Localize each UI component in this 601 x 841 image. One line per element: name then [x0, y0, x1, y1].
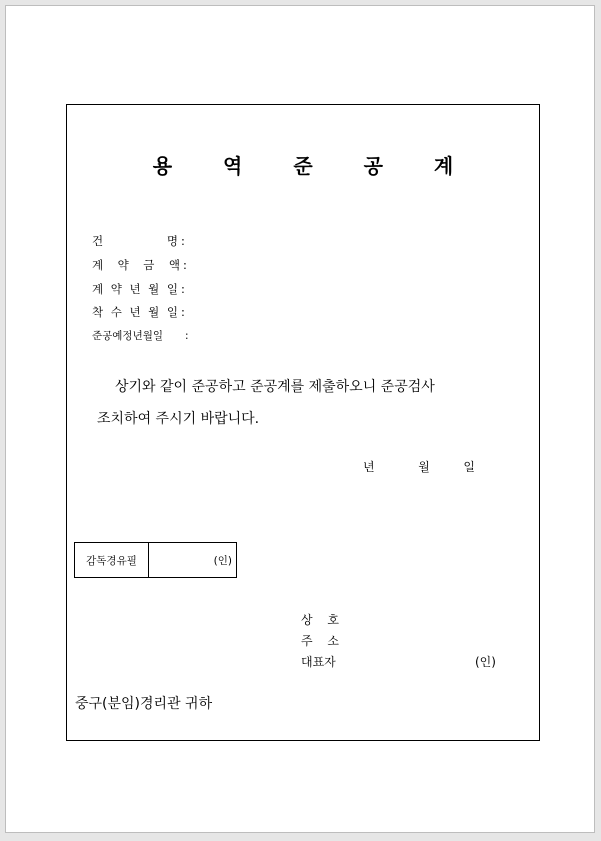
date-year-label: 년: [363, 460, 375, 474]
label-char: 계: [92, 258, 104, 272]
label-char: 상: [301, 613, 313, 627]
label-char: 착: [92, 305, 104, 319]
body-line: 상기와 같이 준공하고 준공계를 제출하오니 준공검사: [115, 379, 435, 395]
applicant-company: [301, 611, 339, 629]
field-label: [92, 281, 178, 297]
supervisor-approval-box: [74, 542, 237, 578]
representative-seal: (인): [475, 655, 496, 669]
document-title: 용 역 준 공 계: [152, 154, 476, 178]
label-char: 호: [327, 613, 339, 627]
label-char: 일: [166, 282, 178, 296]
body-line: 조치하여 주시기 바랍니다.: [97, 411, 260, 427]
label-char: 주: [301, 634, 313, 648]
label-char: 명: [166, 234, 178, 248]
label-char: 월: [148, 305, 160, 319]
approval-label: 감독경유필: [75, 543, 149, 577]
field-colon: :: [185, 330, 189, 342]
field-label: 준공예정년월일: [92, 330, 164, 342]
date-day-label: 일: [463, 460, 475, 474]
field-label: [92, 304, 178, 320]
field-project-name: [92, 233, 185, 249]
label-char: 일: [166, 305, 178, 319]
label-char: 약: [110, 282, 122, 296]
field-contract-date: [92, 281, 185, 297]
representative-label: 대표자: [301, 655, 336, 669]
approval-seal: (인): [213, 554, 232, 567]
field-scheduled-completion-date: [92, 328, 189, 344]
field-start-date: [92, 304, 185, 320]
field-label: [92, 257, 180, 273]
field-colon: :: [181, 282, 185, 296]
label-char: 년: [129, 282, 141, 296]
date-month-label: 월: [418, 460, 430, 474]
label-char: 약: [117, 258, 129, 272]
company-label: [301, 611, 339, 629]
label-char: 계: [92, 282, 104, 296]
label-char: 월: [148, 282, 160, 296]
applicant-address: [301, 632, 339, 650]
field-colon: :: [183, 258, 187, 272]
field-contract-amount: [92, 257, 187, 273]
field-colon: :: [181, 305, 185, 319]
field-colon: :: [181, 234, 185, 248]
label-char: 액: [168, 258, 180, 272]
body-paragraph: [89, 371, 509, 435]
applicant-representative: [301, 653, 496, 671]
address-label: [301, 632, 339, 650]
label-char: 년: [129, 305, 141, 319]
label-char: 금: [143, 258, 155, 272]
addressee: 중구(분임)경리관 귀하: [75, 696, 213, 712]
field-label: [92, 233, 178, 249]
date-line: [363, 458, 475, 475]
label-char: 수: [110, 305, 122, 319]
label-char: 건: [92, 234, 104, 248]
label-char: 소: [327, 634, 339, 648]
form-frame: [66, 104, 540, 741]
